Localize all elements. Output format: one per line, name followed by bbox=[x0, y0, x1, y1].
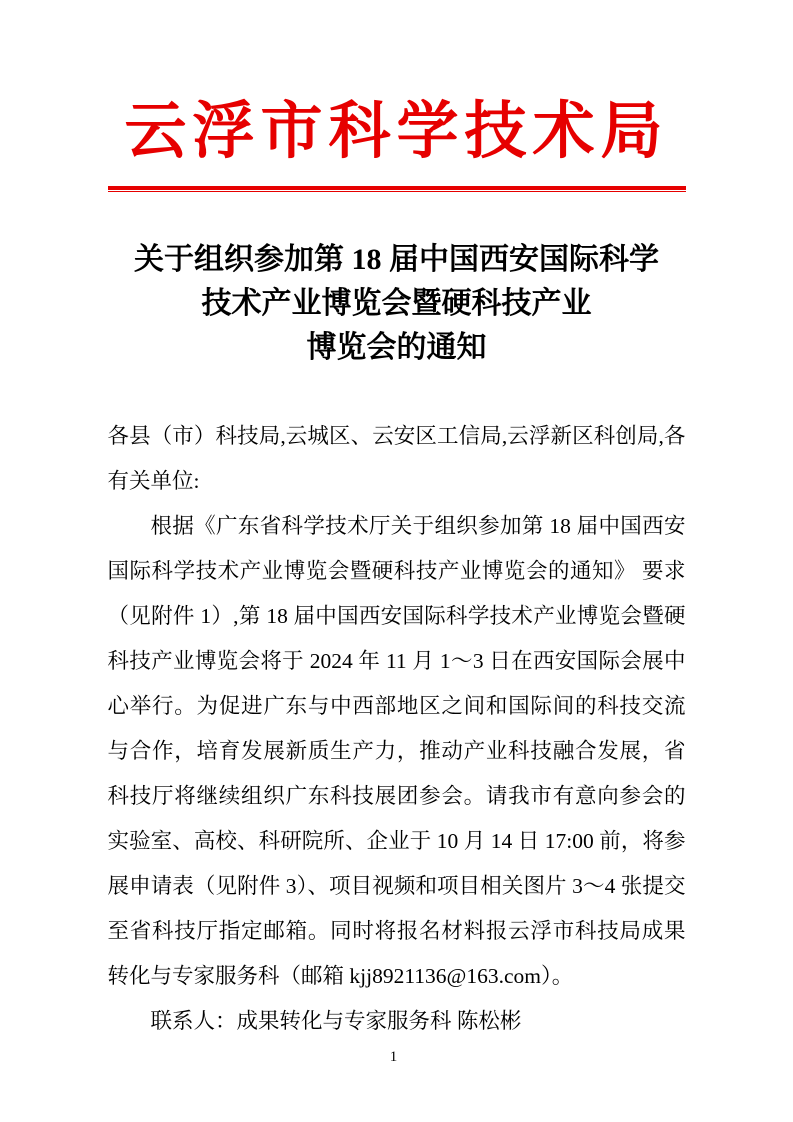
contact-line: 联系人：成果转化与专家服务科 陈松彬 bbox=[150, 1009, 522, 1033]
document-title bbox=[77, 238, 717, 370]
letterhead bbox=[108, 84, 686, 192]
body-paragraph: 根据《广东省科学技术厅关于组织参加第 18 届中国西安国际科学技术产业博览会暨硬科技产业博览会的通知》 要求（见附件 1）,第 18 届中国西安国际科学技术产业博览会暨硬科技产业博览会将于 2024 年 11 月 1～3 日在西安国际会展中心举行。为促进广东与中西部地区之间和国际间的科技交流与合作，培育发展新质生产力，推动产业科技融合发展，省科技厅将继续组织广东科技展团参会。请我市有意向参会的实验室、高校、科研院所、企业于 10 月 14 日 17:00 前，将参展申请表（见附件 3）、项目视频和项目相关图片 3～4 张提交至省科技厅指定邮箱。同时将报名材料报云浮市科技局成果转化与专家服务科（邮箱 kjj8921136@163.com）。 bbox=[107, 514, 686, 988]
document-body bbox=[108, 414, 686, 1044]
agency-name: 云浮市科学技术局 bbox=[124, 98, 669, 166]
letterhead-rule-thick bbox=[108, 186, 686, 190]
letterhead-rule bbox=[108, 186, 686, 192]
document-title-line-3: 博览会的通知 bbox=[306, 331, 487, 364]
page-number: 1 bbox=[389, 1049, 398, 1065]
document-title-line-1: 关于组织参加第 18 届中国西安国际科学 bbox=[134, 243, 659, 276]
salutation: 各县（市）科技局,云城区、云安区工信局,云浮新区科创局,各有关单位: bbox=[107, 424, 686, 493]
document-title-line-2: 技术产业博览会暨硬科技产业 bbox=[201, 287, 592, 320]
letterhead-rule-thin bbox=[108, 191, 686, 192]
